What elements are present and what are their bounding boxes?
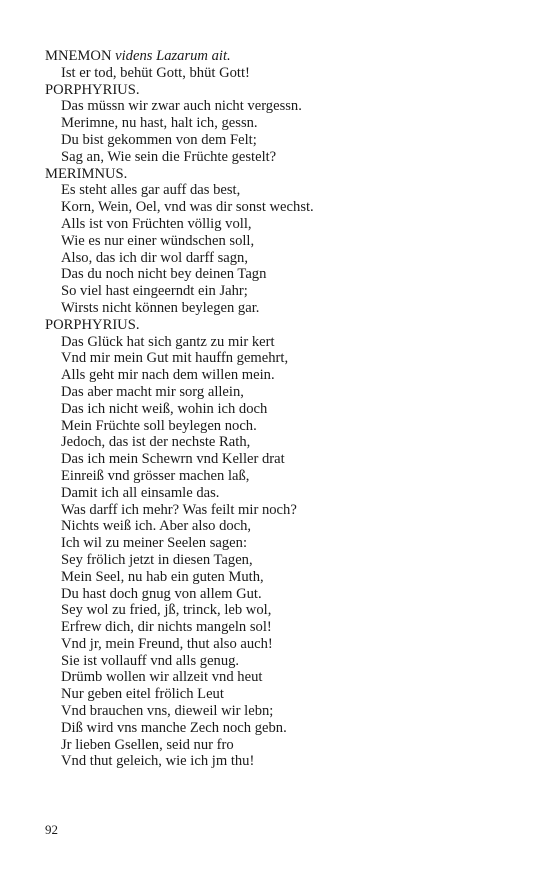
verse-line: Einreiß vnd grösser machen laß,: [61, 467, 250, 484]
verse-line: Du bist gekommen von dem Felt;: [61, 131, 257, 148]
verse-line: Alls geht mir nach dem willen mein.: [61, 367, 275, 384]
verse-line: Mein Seel, nu hab ein guten Muth,: [61, 568, 264, 585]
verse-line: Du hast doch gnug von allem Gut.: [61, 585, 262, 602]
speaker-heading-merimnus: MERIMNUS.: [45, 165, 128, 182]
verse-line: Nichts weiß ich. Aber also doch,: [61, 518, 252, 535]
verse-line: Ich wil zu meiner Seelen sagen:: [61, 535, 247, 552]
verse-line: Das müssn wir zwar auch nicht vergessn.: [61, 98, 302, 115]
verse-line: Vnd jr, mein Freund, thut also auch!: [61, 635, 273, 652]
verse-line: Jedoch, das ist der nechste Rath,: [61, 434, 251, 451]
verse-line: Drümb wollen wir allzeit vnd heut: [61, 669, 263, 686]
verse-group-mnemon: [45, 65, 525, 82]
verse-line: Es steht alles gar auff das best,: [61, 182, 241, 199]
verse-line: Nur geben eitel frölich Leut: [61, 686, 224, 703]
verse-line: Merimne, nu hast, halt ich, gessn.: [61, 115, 258, 132]
verse-line: Damit ich all einsamle das.: [61, 484, 220, 501]
verse-line: Vnd thut geleich, wie ich jm thu!: [61, 753, 255, 770]
verse-group-porphyrius-1: [45, 98, 525, 165]
verse-line: Sie ist vollauff vnd alls genug.: [61, 652, 240, 669]
verse-group-porphyrius-2: [45, 334, 525, 771]
verse-line: Wie es nur einer wündschen soll,: [61, 232, 255, 249]
verse-line: Sey wol zu fried, jß, trinck, leb wol,: [61, 602, 272, 619]
verse-line: Das ich nicht weiß, wohin ich doch: [61, 400, 268, 417]
verse-line: Diß wird vns manche Zech noch gebn.: [61, 719, 287, 736]
verse-line: Mein Früchte soll beylegen noch.: [61, 417, 257, 434]
speaker-heading-porphyrius: PORPHYRIUS.: [45, 81, 140, 98]
verse-line: Wirsts nicht können beylegen gar.: [61, 299, 260, 316]
speaker-heading-porphyrius-2: PORPHYRIUS.: [45, 316, 140, 333]
verse-line: So viel hast eingeerndt ein Jahr;: [61, 283, 248, 300]
page-number: 92: [45, 822, 58, 837]
verse-line: Das aber macht mir sorg allein,: [61, 383, 244, 400]
verse-line: Was darff ich mehr? Was feilt mir noch?: [61, 501, 297, 518]
text-block: [45, 48, 525, 770]
speaker-heading-mnemon: [45, 48, 525, 65]
verse-line: Vnd brauchen vns, dieweil wir lebn;: [61, 703, 274, 720]
verse-line: Das ich mein Schewrn vnd Keller drat: [61, 451, 285, 468]
verse-line: Das du noch nicht bey deinen Tagn: [61, 266, 267, 283]
stage-direction: videns Lazarum ait.: [115, 48, 231, 64]
verse-line: Korn, Wein, Oel, vnd was dir sonst wechst.: [61, 199, 314, 216]
verse-line: Das Glück hat sich gantz zu mir kert: [61, 333, 275, 350]
verse-line: Jr lieben Gsellen, seid nur fro: [61, 736, 234, 753]
verse-line: Sey frölich jetzt in diesen Tagen,: [61, 551, 253, 568]
verse-line: Erfrew dich, dir nichts mangeln sol!: [61, 619, 272, 636]
verse-group-merimnus: [45, 182, 525, 316]
verse-line: Also, das ich dir wol darff sagn,: [61, 249, 248, 266]
verse-line: Ist er tod, behüt Gott, bhüt Gott!: [61, 64, 250, 81]
verse-line: Sag an, Wie sein die Früchte gestelt?: [61, 148, 277, 165]
verse-line: Alls ist von Früchten völlig voll,: [61, 215, 252, 232]
speaker-name: MNEMON: [45, 48, 112, 64]
verse-line: Vnd mir mein Gut mit hauffn gemehrt,: [61, 350, 289, 367]
